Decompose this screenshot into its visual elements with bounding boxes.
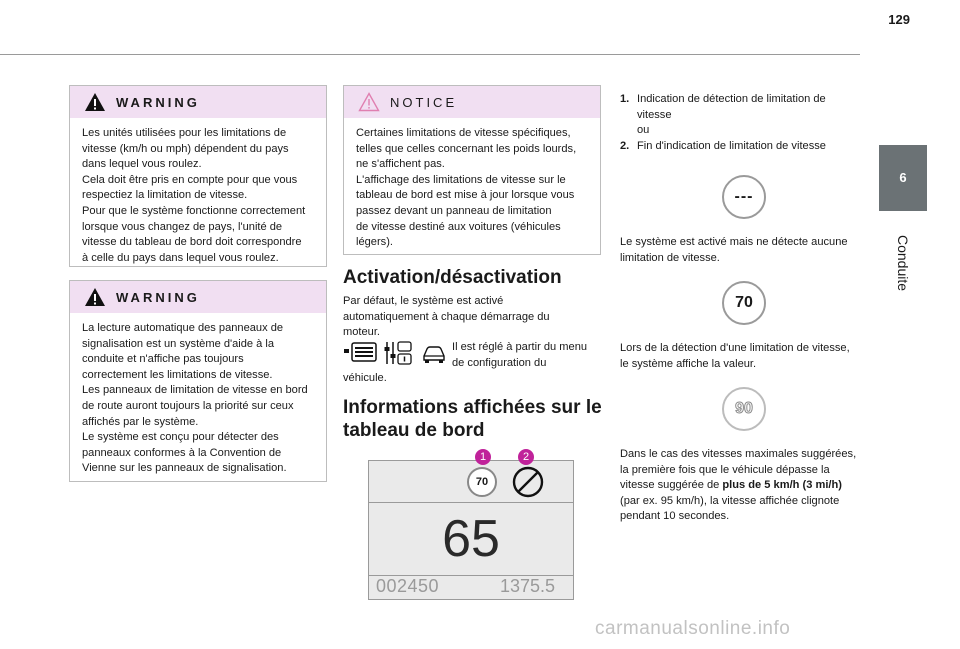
legend-item-2: 2. Fin d'indication de limitation de vitesse <box>620 140 826 152</box>
end-of-limit-icon <box>511 465 545 499</box>
info-heading: Informations affichées sur le tableau de bord <box>343 397 602 441</box>
callout-marker-2: 2 <box>518 449 534 465</box>
activation-menu-line1: Il est réglé à partir du menu <box>452 341 588 353</box>
callout-marker-1: 1 <box>475 449 491 465</box>
screen-menu-icon <box>343 340 379 364</box>
notice-header <box>344 86 600 118</box>
car-icon <box>421 344 447 364</box>
notice-icon <box>358 92 380 112</box>
activation-heading: Activation/désactivation <box>343 267 562 288</box>
warning-box-units <box>69 85 327 267</box>
legend-or: ou <box>637 124 650 136</box>
warning-text: Les unités utilisées pour les limitations de vitesse (km/h ou mph) dépendent du pays dans lequel vous roulez. Cela doit être pris en compte pour que vous respectiez la limitation de vitesse. Pour que le système fonctionne correctement lorsque vous changez de pays, l'unité de vitesse du tableau de bord doit correspondre à celle du pays dans lequel vous roulez. <box>82 127 306 264</box>
page-number: 129 <box>888 12 910 27</box>
settings-sliders-icon <box>383 340 413 366</box>
chapter-tab[interactable]: 6 <box>879 145 927 211</box>
dashboard-divider <box>368 502 574 503</box>
limit-detected-text: Lors de la détection d'une limitation de vitesse, le système affiche la valeur. <box>620 342 850 370</box>
warning-title: WARNING <box>116 290 200 305</box>
no-limit-display: --- <box>722 175 766 219</box>
warning-icon <box>84 287 106 307</box>
flashing-limit-text: Dans le cas des vitesses maximales suggérées, la première fois que le véhicule dépasse la vitesse suggérée de plus de 5 km/h (3 mi/h) (par ex. 95 km/h), la vitesse affichée clignote pendant 10 secondes. <box>620 448 857 523</box>
chapter-label: Conduite <box>895 234 911 292</box>
odometer-readout: 002450 <box>376 576 440 596</box>
legend-item-1: 1. Indication de détection de limitation de vitesse <box>620 93 826 121</box>
warning-title: WARNING <box>116 95 200 110</box>
speed-limit-sign: 70 <box>467 467 497 497</box>
limit-detected-display: 70 <box>722 281 766 325</box>
speed-readout: 65 <box>442 510 500 568</box>
flashing-limit-display: 90 <box>722 387 766 431</box>
warning-header <box>70 281 326 313</box>
activation-text: Par défaut, le système est activé automatiquement à chaque démarrage du moteur. <box>343 295 550 339</box>
warning-box-reading <box>69 280 327 482</box>
settings-icons <box>343 340 448 366</box>
warning-header <box>70 86 326 118</box>
notice-title: NOTICE <box>390 95 458 110</box>
warning-icon <box>84 92 106 112</box>
no-limit-text: Le système est activé mais ne détecte aucune limitation de vitesse. <box>620 236 848 264</box>
notice-box <box>343 85 601 255</box>
warning-text: La lecture automatique des panneaux de signalisation est un système d'aide à la conduite et n'affiche pas toujours correctement les limitations de vitesse. Les panneaux de limitation de vitesse en bord de route auront toujours la priorité sur ceux affichés par le système. Le système est conçu pour détecter des panneaux conformes à la Convention de Vienne sur les panneaux de signalisation. <box>82 322 308 475</box>
dashboard-illustration <box>368 448 574 600</box>
notice-text: Certaines limitations de vitesse spécifiques, telles que celles concernant les poids lourds, ne s'affichent pas. L'affichage des limitations de vitesse sur le tableau de bord est mise à jour lorsque vous passez devant un panneau de limitation de vitesse destiné aux voitures (véhicules légers). <box>356 127 577 249</box>
trip-readout: 1375.5 <box>500 576 556 596</box>
activation-menu-line3: véhicule. <box>343 372 387 384</box>
watermark: carmanualsonline.info <box>595 618 791 639</box>
activation-menu-line2: de configuration du <box>452 357 547 369</box>
top-divider <box>0 54 860 55</box>
